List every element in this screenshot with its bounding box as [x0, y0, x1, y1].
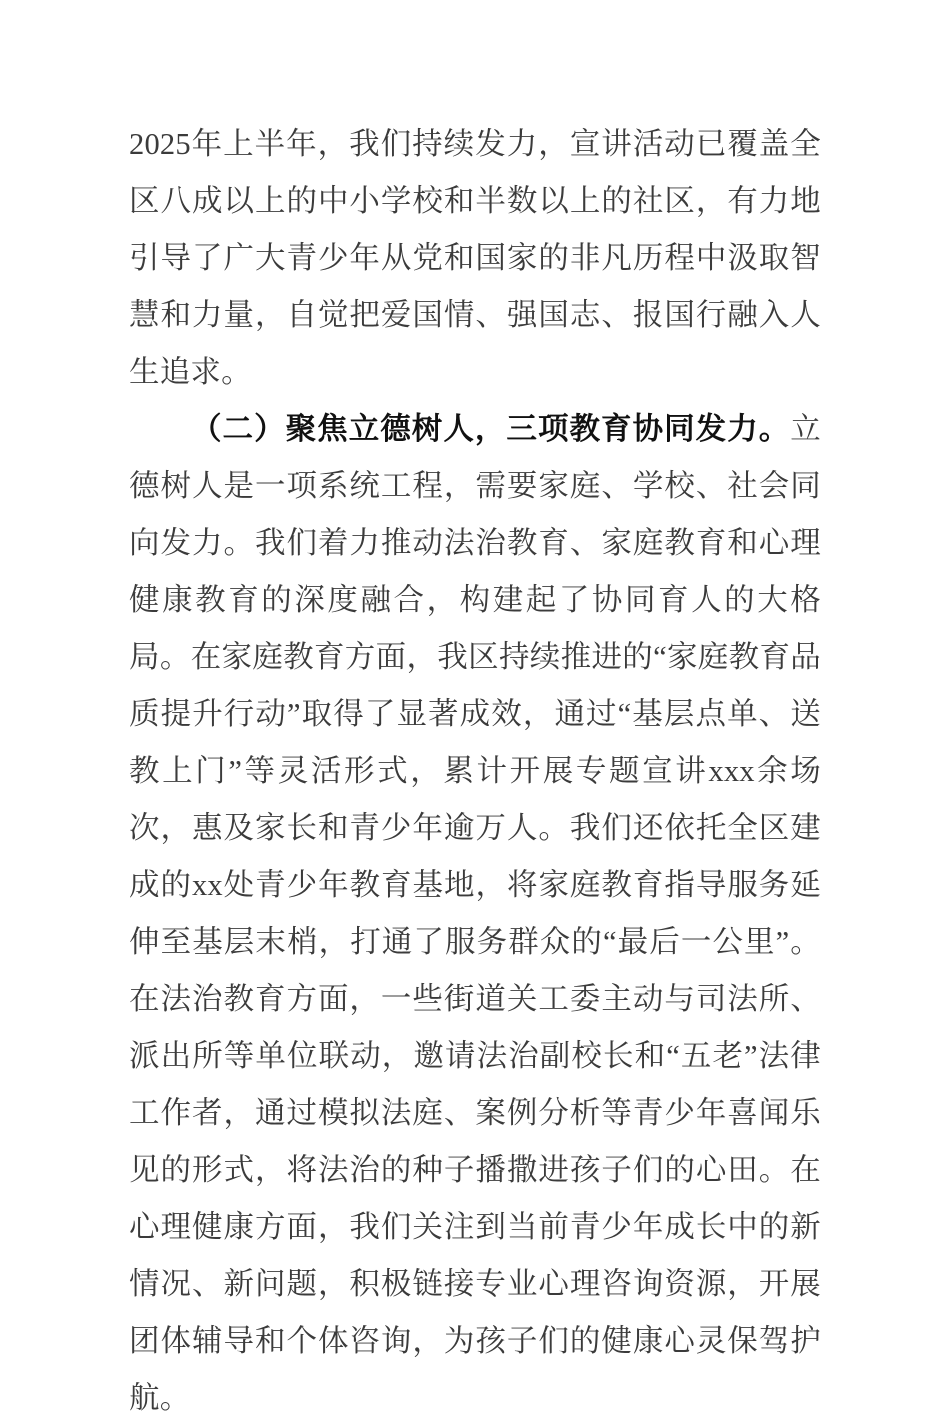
document-text-column: [129, 116, 821, 1427]
paragraph-continuation: 2025年上半年，我们持续发力，宣讲活动已覆盖全区八成以上的中小学校和半数以上的社区，有力地引导了广大青少年从党和国家的非凡历程中汲取智慧和力量，自觉把爱国情、强国志、报国行融入人生追求。: [129, 127, 821, 389]
section-two-body: 立德树人是一项系统工程，需要家庭、学校、社会同向发力。我们着力推动法治教育、家庭教育和心理健康教育的深度融合，构建起了协同育人的大格局。在家庭教育方面，我区持续推进的“家庭教育品质提升行动”取得了显著成效，通过“基层点单、送教上门”等灵活形式，累计开展专题宣讲xxx余场次，惠及家长和青少年逾万人。我们还依托全区建成的xx处青少年教育基地，将家庭教育指导服务延伸至基层末梢，打通了服务群众的“最后一公里”。在法治教育方面，一些街道关工委主动与司法所、派出所等单位联动，邀请法治副校长和“五老”法律工作者，通过模拟法庭、案例分析等青少年喜闻乐见的形式，将法治的种子播撒进孩子们的心田。在心理健康方面，我们关注到当前青少年成长中的新情况、新问题，积极链接专业心理咨询资源，开展团体辅导和个体咨询，为孩子们的健康心灵保驾护航。: [129, 412, 821, 1415]
section-heading-two: （二）聚焦立德树人，三项教育协同发力。: [191, 412, 791, 446]
paragraph-section-two: [129, 401, 821, 1427]
